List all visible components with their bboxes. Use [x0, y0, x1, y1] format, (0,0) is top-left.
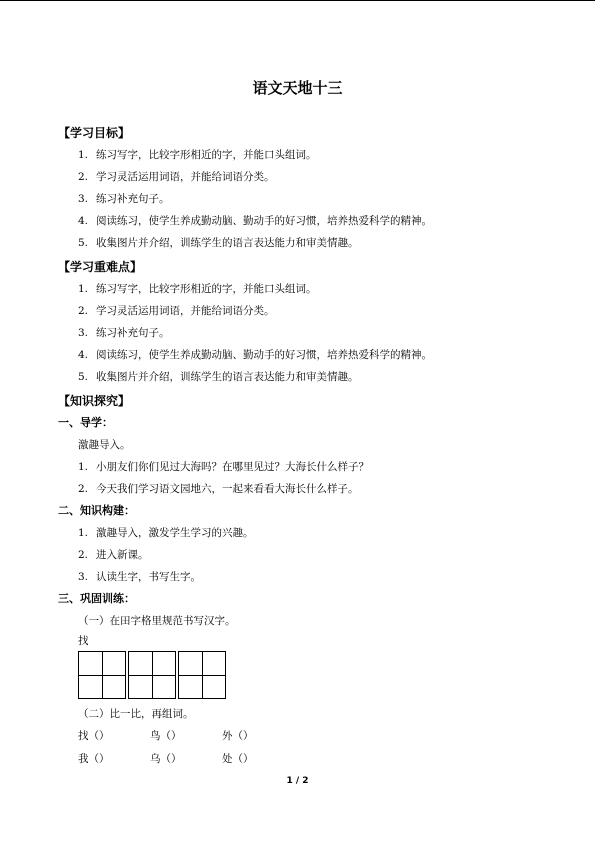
practice-heading: 三、巩固训练： — [58, 592, 135, 605]
compare-item: 找（） — [78, 730, 110, 742]
build-heading: 二、知识构建： — [58, 504, 135, 517]
goals-heading: 【学习目标】 — [58, 126, 131, 140]
practice-part2: （二）比一比，再组词。 — [78, 708, 194, 720]
list-item: 1. 练习写字，比较字形相近的字，并能口头组词。 — [78, 283, 317, 295]
tianzige-cell[interactable] — [128, 651, 176, 699]
practice-part1: （一）在田字格里规范书写汉字。 — [78, 615, 236, 627]
document-body — [58, 120, 538, 771]
goals-list — [58, 144, 538, 254]
list-item: 2. 学习灵活运用词语，并能给词语分类。 — [78, 171, 275, 183]
list-item: 1. 练习写字，比较字形相近的字，并能口头组词。 — [78, 149, 317, 161]
guide-heading: 一、导学： — [58, 416, 113, 429]
tianzige-grid — [58, 651, 538, 699]
compare-row-2 — [58, 748, 538, 771]
compare-item: 乌（） — [150, 753, 182, 765]
list-item: 4. 阅读练习，使学生养成勤动脑、勤动手的好习惯，培养热爱科学的精神。 — [78, 349, 432, 361]
page-title: 语文天地十三 — [252, 79, 343, 97]
tianzige-cell[interactable] — [78, 651, 126, 699]
compare-item: 处（） — [222, 753, 254, 765]
page-number: 1 / 2 — [286, 776, 309, 786]
explore-heading: 【知识探究】 — [58, 394, 131, 408]
list-item: 1. 小朋友们你们见过大海吗？在哪里见过？大海长什么样子？ — [78, 461, 369, 473]
compare-item: 我（） — [78, 753, 110, 765]
keypoints-list — [58, 278, 538, 388]
list-item: 2. 今天我们学习语文园地六，一起来看看大海长什么样子。 — [78, 483, 359, 495]
list-item: 1. 激趣导入，激发学生学习的兴趣。 — [78, 527, 254, 539]
list-item: 5. 收集图片并介绍，训练学生的语言表达能力和审美情趣。 — [78, 237, 359, 249]
list-item: 2. 学习灵活运用词语，并能给词语分类。 — [78, 305, 275, 317]
guide-intro: 激趣导入。 — [78, 439, 131, 451]
compare-row-1 — [58, 725, 538, 748]
compare-item: 鸟（） — [150, 730, 182, 742]
tianzige-cell[interactable] — [178, 651, 226, 699]
list-item: 3. 认读生字，书写生字。 — [78, 571, 201, 583]
keypoints-heading: 【学习重难点】 — [58, 260, 143, 274]
list-item: 3. 练习补充句子。 — [78, 327, 170, 339]
list-item: 3. 练习补充句子。 — [78, 193, 170, 205]
list-item: 4. 阅读练习，使学生养成勤动脑、勤动手的好习惯，培养热爱科学的精神。 — [78, 215, 432, 227]
list-item: 2. 进入新课。 — [78, 549, 149, 561]
practice-char-label: 找 — [78, 635, 89, 647]
list-item: 5. 收集图片并介绍，训练学生的语言表达能力和审美情趣。 — [78, 371, 359, 383]
top-border-line — [0, 0, 595, 1]
compare-item: 外（） — [222, 730, 254, 742]
